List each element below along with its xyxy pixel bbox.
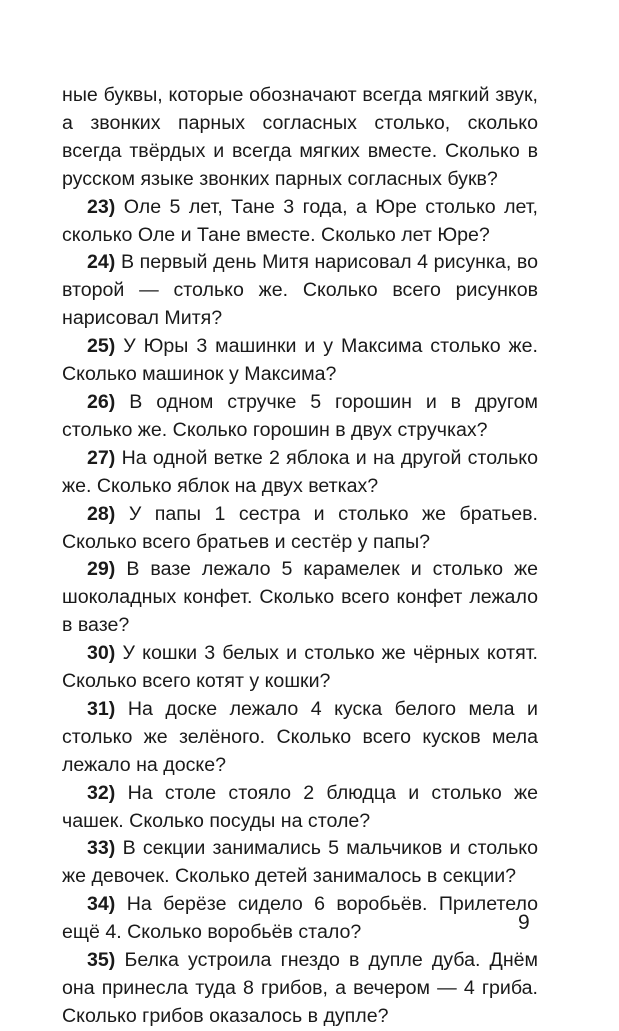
page-body (62, 82, 538, 1031)
problem-text: На одной ветке 2 яблока и на другой столько же. Сколько яблок на двух ветках? (62, 446, 538, 497)
problem-text: Белка устроила гнездо в дупле дуба. Днём она принесла туда 8 грибов, а вечером — 4 гриба. Сколько грибов оказалось в дупле? (62, 949, 539, 1027)
intro-paragraph: ные буквы, которые обозначают всегда мягкий звук, а звонких парных согласных столько, сколько всегда твёрдых и всегда мягких вместе. Сколько в русском языке звонких парных согласных букв? (62, 84, 538, 190)
problem-text: В одном стручке 5 горошин и в другом столько же. Сколько горошин в двух стручках? (62, 390, 538, 441)
page-number: 9 (518, 911, 530, 934)
problem-24 (62, 249, 538, 333)
problem-text: Оле 5 лет, Тане 3 года, а Юре столько лет, сколько Оле и Тане вместе. Сколько лет Юре? (62, 195, 538, 246)
problem-32 (62, 780, 538, 836)
problem-34 (62, 891, 538, 947)
problem-26 (62, 389, 538, 445)
problem-text: На берёзе сидело 6 воробьёв. Прилетело ещё 4. Сколько воробьёв стало? (62, 893, 538, 944)
problem-31 (62, 696, 538, 780)
problem-30 (62, 640, 538, 696)
problem-number: 26) (87, 390, 116, 413)
problem-number: 30) (87, 642, 116, 665)
problem-33 (62, 835, 538, 891)
problem-35 (62, 947, 538, 1031)
problem-text: В первый день Митя нарисовал 4 рисунка, во второй — столько же. Сколько всего рисунков нарисовал Митя? (62, 251, 538, 330)
problem-number: 35) (87, 949, 116, 972)
problem-25 (62, 333, 538, 389)
problem-number: 24) (87, 251, 116, 274)
problem-text: У папы 1 сестра и столько же братьев. Сколько всего братьев и сестёр у папы? (62, 502, 538, 553)
problem-number: 25) (87, 335, 116, 358)
problem-29 (62, 556, 538, 640)
problem-text: В вазе лежало 5 карамелек и столько же шоколадных конфет. Сколько всего конфет лежало в вазе? (62, 558, 539, 637)
problem-text: На столе стояло 2 блюдца и столько же чашек. Сколько посуды на столе? (62, 781, 538, 832)
problem-number: 33) (87, 837, 116, 860)
problem-number: 27) (87, 446, 116, 469)
problem-number: 29) (87, 558, 116, 581)
problem-number: 34) (87, 893, 116, 916)
problem-text: В секции занимались 5 мальчиков и столько же девочек. Сколько детей занималось в секции? (62, 837, 538, 888)
problem-number: 23) (87, 195, 116, 218)
problem-number: 32) (87, 781, 116, 804)
problem-27 (62, 445, 538, 501)
problem-text: На доске лежало 4 куска белого мела и столько же зелёного. Сколько всего кусков мела лежало на доске? (62, 697, 538, 776)
problem-number: 28) (87, 502, 116, 525)
problem-text: У кошки 3 белых и столько же чёрных котят. Сколько всего котят у кошки? (62, 642, 538, 693)
problem-28 (62, 501, 538, 557)
problem-number: 31) (87, 697, 116, 720)
problem-text: У Юры 3 машинки и у Максима столько же. Сколько машинок у Максима? (62, 335, 538, 386)
problem-23 (62, 194, 538, 250)
